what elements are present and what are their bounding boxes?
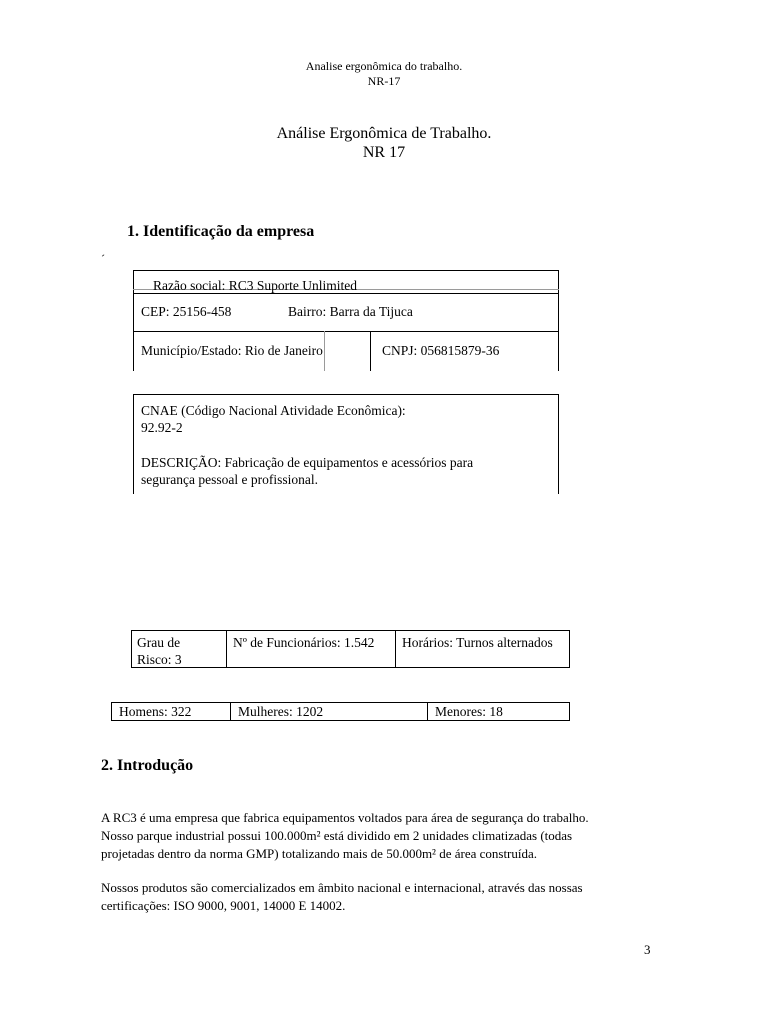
horarios: Horários: Turnos alternados [402,635,553,650]
stray-mark: ´ [101,252,105,266]
descricao-line1: DESCRIÇÃO: Fabricação de equipamentos e acessórios para [141,455,474,470]
running-header-line2: NR-17 [367,74,401,88]
numero-funcionarios: Nº de Funcionários: 1.542 [233,635,375,650]
mulheres: Mulheres: 1202 [238,704,324,719]
cnae-code: 92.92-2 [141,420,183,435]
cep: CEP: 25156-458 [141,304,232,319]
intro-paragraph-2-line1: Nossos produtos são comercializados em âmbito nacional e internacional, através das nossas [101,880,583,895]
section-heading-introducao: 2. Introdução [101,757,194,774]
municipio-estado: Município/Estado: Rio de Janeiro [141,343,323,358]
intro-paragraph-1-line1: A RC3 é uma empresa que fabrica equipamentos voltados para área de segurança do trabalho. [101,810,589,825]
intro-paragraph-1-line2: Nosso parque industrial possui 100.000m² está dividido em 2 unidades climatizadas (todas [101,828,573,843]
running-header-line1: Analise ergonômica do trabalho. [305,59,463,73]
cnpj: CNPJ: 056815879-36 [382,343,500,358]
document-title-line2: NR 17 [362,144,406,161]
cnae-label: CNAE (Código Nacional Atividade Econômica): [141,403,406,418]
intro-paragraph-1-line3: projetadas dentro da norma GMP) totalizando mais de 50.000m² de área construída. [101,846,538,861]
intro-paragraph-2-line2: certificações: ISO 9000, 9001, 14000 E 14002. [101,898,346,913]
menores: Menores: 18 [435,704,503,719]
descricao-line2: segurança pessoal e profissional. [141,472,318,487]
homens: Homens: 322 [119,704,192,719]
section-heading-identificacao: 1. Identificação da empresa [127,223,315,240]
page-number: 3 [644,942,651,957]
razao-social: Razão social: RC3 Suporte Unlimited [153,278,357,293]
grau-risco-line1: Grau de [137,635,181,650]
bairro: Bairro: Barra da Tijuca [288,304,413,319]
document-title-line1: Análise Ergonômica de Trabalho. [276,125,492,142]
grau-risco-line2: Risco: 3 [137,652,182,667]
